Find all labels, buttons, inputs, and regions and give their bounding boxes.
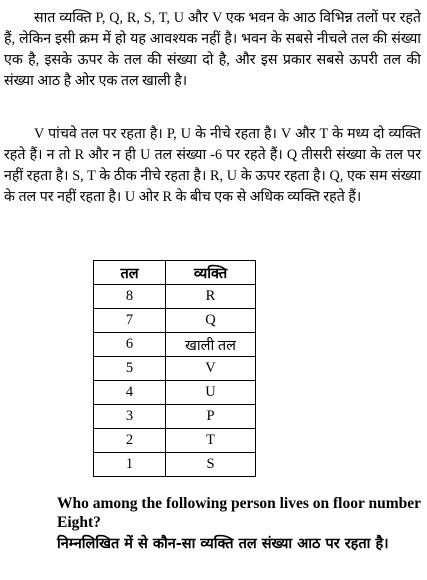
table-row (94, 333, 256, 357)
table-row (94, 453, 256, 477)
floor-column-header: तल (94, 261, 166, 285)
floor-cell: 2 (94, 429, 166, 453)
person-cell: T (166, 429, 256, 453)
question-english: Who among the following person lives on floor number Eight? (57, 495, 421, 531)
table-header-row (94, 261, 256, 285)
puzzle-paragraph-2: V पांचवे तल पर रहता है। P, U के नीचे रहता है। V और T के मध्य दो व्यक्ति रहते हैं। न तो R और न ही U तल संख्या -6 पर रहते हैं। Q तीसरी संख्या के तल पर नहीं रहता है। S, T के ठीक नीचे रहता है। R, U के ऊपर रहता है। Q, एक सम संख्या के तल पर नहीं रहता है। U ओर R के बीच एक से अधिक व्यक्ति रहते हैं। (4, 126, 421, 205)
floor-cell: 1 (94, 453, 166, 477)
person-cell: R (166, 285, 256, 309)
person-cell: S (166, 453, 256, 477)
floor-cell: 8 (94, 285, 166, 309)
person-column-header: व्यक्ति (166, 261, 256, 285)
floor-cell: 5 (94, 357, 166, 381)
floor-cell: 6 (94, 333, 166, 357)
table-row (94, 357, 256, 381)
person-cell: V (166, 357, 256, 381)
floor-cell: 4 (94, 381, 166, 405)
table-row (94, 285, 256, 309)
puzzle-paragraph-1: सात व्यक्ति P, Q, R, S, T, U और V एक भवन के आठ विभिन्न तलों पर रहते हैं, लेकिन इसी क्रम में हो यह आवश्यक नहीं है। भवन के सबसे नीचले तल की संख्या एक है, इसके ऊपर के तल की संख्या दो है, और इस प्रकार सबसे ऊपरी तल की संख्या आठ है ओर एक तल खाली है। (4, 10, 421, 89)
question-hindi: निम्नलिखित में से कौन-सा व्यक्ति तल संख्या आठ पर रहता है। (57, 536, 389, 552)
table-row (94, 381, 256, 405)
solution-table (93, 260, 256, 477)
person-cell: खाली तल (166, 333, 256, 357)
table-row (94, 309, 256, 333)
person-cell: P (166, 405, 256, 429)
table-row (94, 405, 256, 429)
table-row (94, 429, 256, 453)
person-cell: Q (166, 309, 256, 333)
person-cell: U (166, 381, 256, 405)
floor-cell: 3 (94, 405, 166, 429)
floor-cell: 7 (94, 309, 166, 333)
